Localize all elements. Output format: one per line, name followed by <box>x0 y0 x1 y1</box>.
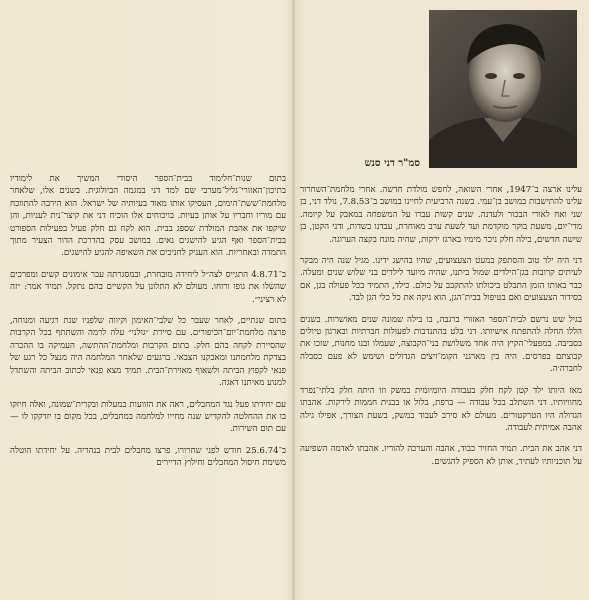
portrait-photo <box>429 10 577 168</box>
left-column <box>10 173 286 479</box>
paragraph: דני אהב את הבית. תמיד החזיר כבוד, אהבה והערכה להוריו. אהבתו לאדמה השפיעה על תוכניותיו לעתיד, אותן לא הספיק להגשים. <box>300 444 582 467</box>
paragraph: ב־4.8.71 התגייס לצה״ל ליחידה מובחרת, ובמסגרתה עבר אימונים קשים ומפרכים שהשלו את גופו ורוחו. מעולם לא התלונן על הקשיים בהם נתקל. תמיד אמר: ״זה לא רציני״. <box>10 269 286 305</box>
right-column <box>300 184 582 477</box>
paragraph: בתום שנתיים, לאחר שעבר כל שלבי־האימון וקיווה שלפניו שנת רגיעה ומנוחה, פרצה מלחמת־יום־הכיפורים. עם סיירת ״גולני״ עלה לרמה והשתתף בכל הקרבות שהסיירת לקחה בהם חלק. בתום הקרבות ומלחמת־ההתשה, העמיקה בו ההכרה בצדקת מלחמתנו ומאבקנו הצבאי. ברגעים שלאחר המלחמה היה מנצל כל רגע של פנאי לקפוץ הביתה ולשאוף מאוירת־הבית. תמיד מצא פנאי לכתוב הביתה והשתדל למנוע מאיתנו דאגה. <box>10 316 286 389</box>
photo-caption: סמ"ר דני סנש <box>364 158 420 169</box>
paragraph: עלינו ארצה ב־1947, אחרי השואה, לחפש מולדת חדשה. אחרי מלחמת־השחרור עלינו להתישבות במושב בן־עמי. בשנה הרביעית לחיינו במושב ב־7.8.53, נולד דני, בן שני ואח לאורי הבכור ולעדנה. שנים קשות עברו על המשפחה במאבק על קיומה. מדי־יום, משעת בוקר מוקדמת ועד לשעת ערב מאוחרת, עבדנו בשדות, ודני הקטן, בן שישה חדשים, בילה חלק ניכר מימיו בארגז ירקות, שהיה מונח בקצה הערוגה. <box>300 185 582 245</box>
page-fold <box>292 0 295 600</box>
paragraph: דני היה ילד טוב והסתפק במעט הצעצועים, שהיו בהישג ידינו. מגיל שנה היה מבקר לעיתים קרובות בגן־הילדים שמול ביתנו, שהיה מיועד לילדים בני שלוש שנים ומעלה. כבר באותו הזמן התבלט ביכולתו להתקבב על כולם. כילד, התמיד בכל פעולה בגן, אם בסידור הצעצועים ואם בטיפול בבית־הגן, הוא ניקה את כל כלי הגן לבד. <box>300 256 582 304</box>
portrait-image <box>429 10 577 168</box>
paragraph: בגיל שש נרשם לבית־הספר האזורי ברגבה, בו בילה שמונה שנים מאושרות. בשנים הללו החלה להתפתח אישיותו. דני בלט בהתנדבות לפעולות חברתיות ובארגון טיולים בסביבה. במפעלי־הקיץ היה אחד משלושת בני־הקבוצה, שעמלו ובנו מחנות, שזכו את קבוצתם בפרסים. היה בין מארגני הקומ־זיצים הגדולים ושימש לא פעם כסבלה לחברה׳ה. <box>300 314 582 375</box>
paragraph: מאז היותו ילד קטן לקח חלק בעבודה היומיומית במשק וזו היתה חלק בלתי־נפרד מחוויותיו. דני השתלב בכל עבודה — ברפת, בלול או בבנית חממות לירקות. אהבתו הגדולה היו הטרקטורים. מעולם לא סירב לעבוד במשק, בשעת הצורך, אפילו גילה אהבה אמיתית לעבודה. <box>300 385 582 433</box>
paragraph: עם יחידתו פעל נגד המחבלים, ראה את הזוועות במעלות ובקרית־שמונה, ואלה חיזקו בו את ההחלטה להקדיש שנה מחייו למלחמה במחבלים, בכל מקום בו יזדקקו לו — עם תום השירות. <box>10 399 286 435</box>
paragraph: ב־25.6.74 חודש לפני שחרורו, פרצו מחבלים לבית בנהריה. על יחידתו הוטלה משימת חיסול המחבלים וחילוץ הדיירים <box>10 445 286 469</box>
paragraph: בתום שנות־חלימוד בבית־הספר היסודי המשיך את לימודיו בתיכון־האזורי־גליל־מערבי שם למד דני במגמה הביולוגית. בשנים אלו, שלאחר מלחמת־ששת־הימים, העסיקו אותו מאוד בעיותיה של ישראל. הוא הירבה להתווכח עם מוריו וחבריו על אותן בעיות. בויכוחים אלו הוכיח דני את קיצר־נית לעניות, והן שיקפו את אהבת המולדת שספג בבית. הוא לקח גם חלק פעיל בפעילות הספורט בבית־הספר ואף הגיע להישגים נאים. במושב עסק בהדרכת הדור הצעיר מתוך התמדה ובאחריות. הוא העניק לחניכים את השאיפה להגיע להישגים. <box>10 174 286 259</box>
